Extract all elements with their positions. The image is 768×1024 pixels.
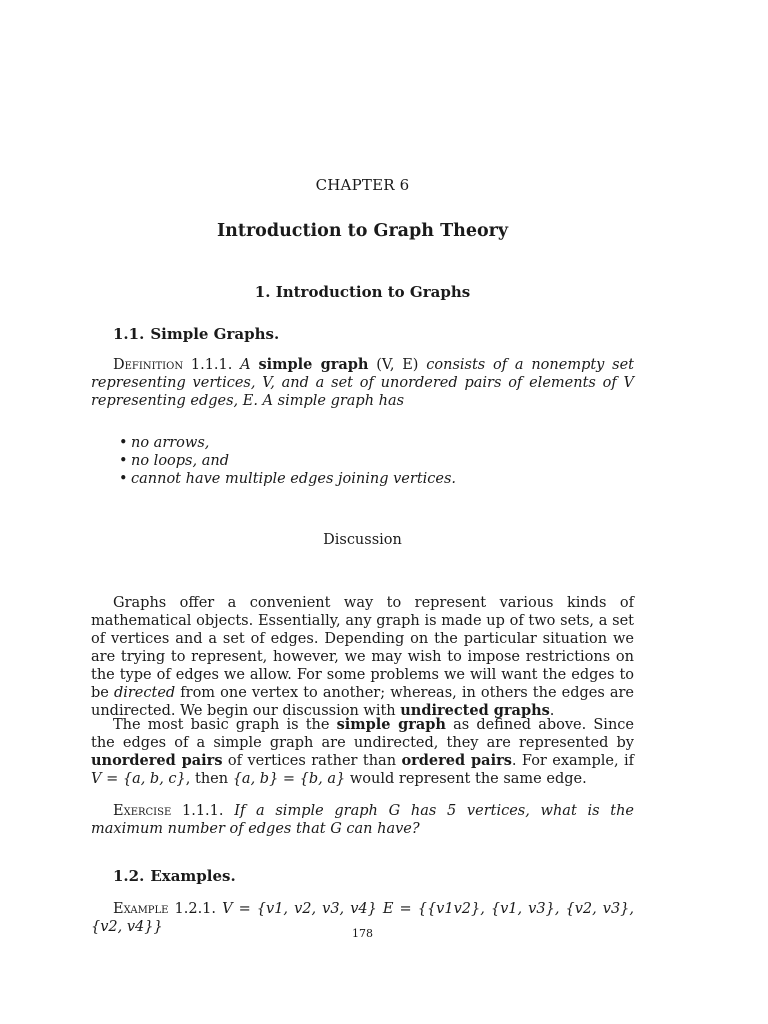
discussion-paragraph-1	[91, 594, 634, 720]
para1-bold-end: undirected graphs	[400, 702, 550, 719]
definition-math: (V, E)	[376, 357, 419, 373]
para2-t3: of vertices rather than	[227, 753, 397, 769]
subsection-heading-simple-graphs	[113, 325, 656, 343]
subsection-title: Simple Graphs.	[150, 325, 280, 343]
para1-period: .	[549, 703, 555, 719]
subsection-title: Examples.	[150, 867, 236, 885]
para2-t1: The most basic graph is the	[113, 717, 330, 733]
definition-paragraph	[91, 356, 634, 410]
para2-b1: simple graph	[336, 716, 446, 733]
definition-label: Definition 1.1.1.	[113, 357, 233, 373]
exercise-label: Exercise 1.1.1.	[113, 803, 224, 819]
para2-t6: would represent the same edge.	[349, 771, 587, 787]
exercise-body: If a simple graph G has 5 vertices, what is the maximum number of edges that G can have?	[91, 803, 635, 837]
section-title: Introduction to Graphs	[275, 283, 471, 301]
chapter-title: Introduction to Graph Theory	[216, 221, 509, 241]
para1-text-a: Graphs offer a convenient way to represent various kinds of mathematical objects. Essentially, any graph is made up of two sets, a set of vertices and a set of edges. Depending on the particular situation we are trying to represent, however, we may wish to impose restrictions on the type of edges we allow. For some problems we will want the edges to be	[91, 595, 634, 701]
para2-math-edge: {a, b} = {b, a}	[232, 771, 346, 787]
para2-t2: as defined above. Since the edges of a simple graph are undirected, they are represented by	[91, 717, 634, 751]
exercise-paragraph	[91, 802, 634, 838]
discussion-paragraph-2	[91, 716, 634, 788]
document-page	[91, 0, 634, 1024]
definition-a: A	[240, 357, 251, 373]
definition-term: simple graph	[258, 356, 369, 373]
para2-t5: , then	[185, 771, 229, 787]
example-vertex-set: V = {v1, v2, v3, v4}	[222, 901, 377, 917]
list-item: • no loops, and	[131, 452, 674, 470]
section-number: 1.	[254, 283, 271, 301]
example-label: Example 1.2.1.	[113, 901, 217, 917]
subsection-number: 1.2.	[113, 867, 145, 885]
para1-text-b: from one vertex to another; whereas, in others the edges are undirected. We begin our discussion with	[91, 685, 635, 719]
chapter-label: CHAPTER 6	[315, 176, 410, 194]
para1-directed: directed	[113, 685, 176, 701]
para2-b2: unordered pairs	[91, 752, 223, 769]
para2-t4: . For example, if	[511, 753, 635, 769]
list-item: • cannot have multiple edges joining vertices.	[131, 470, 674, 488]
para2-math-v: V = {a, b, c}	[91, 771, 186, 787]
definition-body: consists of a nonempty set representing vertices, V, and a set of unordered pairs of elements of V representing edges, E. A simple graph has	[91, 357, 635, 409]
subsection-heading-examples	[113, 867, 656, 885]
example-edge-set: E = {{v1v2}, {v1, v3}, {v2, v3}, {v2, v4}}	[91, 901, 635, 935]
definition-bullet-list	[91, 434, 674, 488]
page-number: 178	[352, 927, 373, 940]
list-item: • no arrows,	[131, 434, 674, 452]
subsection-number: 1.1.	[113, 325, 145, 343]
discussion-heading: Discussion	[323, 532, 402, 548]
para2-b3: ordered pairs	[401, 752, 512, 769]
section-heading	[91, 283, 634, 301]
